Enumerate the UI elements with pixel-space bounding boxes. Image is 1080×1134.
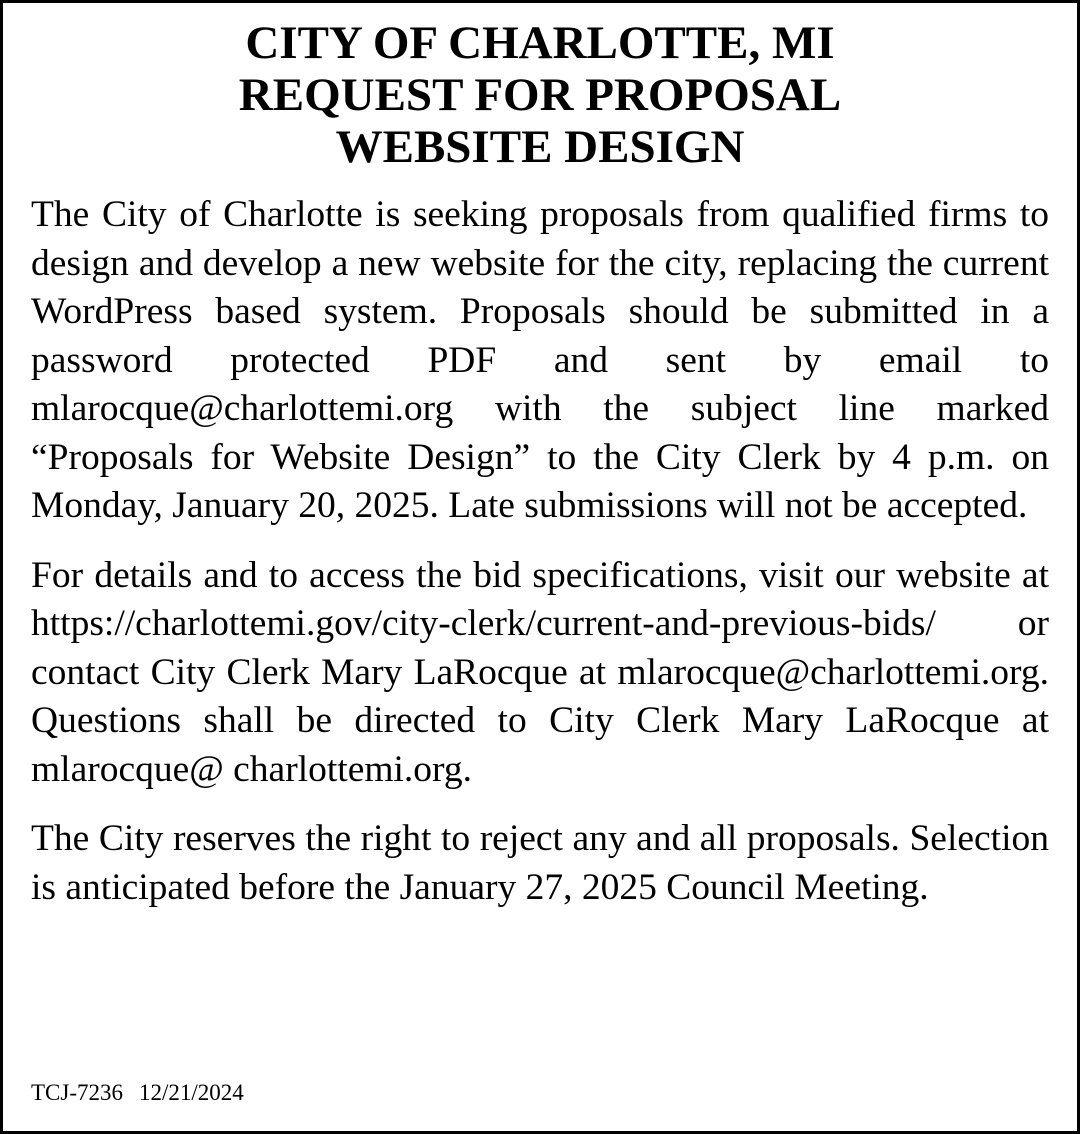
notice-date: 12/21/2024	[139, 1080, 244, 1105]
paragraph-reservation: The City reserves the right to reject any and all proposals. Selection is anticipated before the January 27, 2025 Council Meeting.	[31, 818, 1049, 908]
paragraph-intro: The City of Charlotte is seeking proposals from qualified firms to design and develop a new website for the city, replacing the current WordPress based system. Proposals should be submitted in a password protected PDF and sent by email to mlarocque@charlottemi.org with the subject line marked “Proposals for Website Design” to the City Clerk by 4 p.m. on Monday, January 20, 2025. Late submissions will not be accepted.	[31, 194, 1049, 526]
headline-line-1: CITY OF CHARLOTTE, MI	[245, 17, 835, 69]
paragraph-details: For details and to access the bid specifications, visit our website at https://charlottemi.gov/city-clerk/current-and-previous-bids/ or contact City Clerk Mary LaRocque at mlarocque@charlottemi.org. Questions shall be directed to City Clerk Mary LaRocque at mlarocque@ charlottemi.org.	[31, 554, 1049, 790]
headline-line-2: REQUEST FOR PROPOSAL	[238, 69, 842, 121]
headline-line-3: WEBSITE DESIGN	[335, 121, 745, 173]
notice-headline	[31, 17, 1049, 173]
notice-footer	[31, 1079, 244, 1107]
notice-code: TCJ-7236	[31, 1080, 123, 1105]
